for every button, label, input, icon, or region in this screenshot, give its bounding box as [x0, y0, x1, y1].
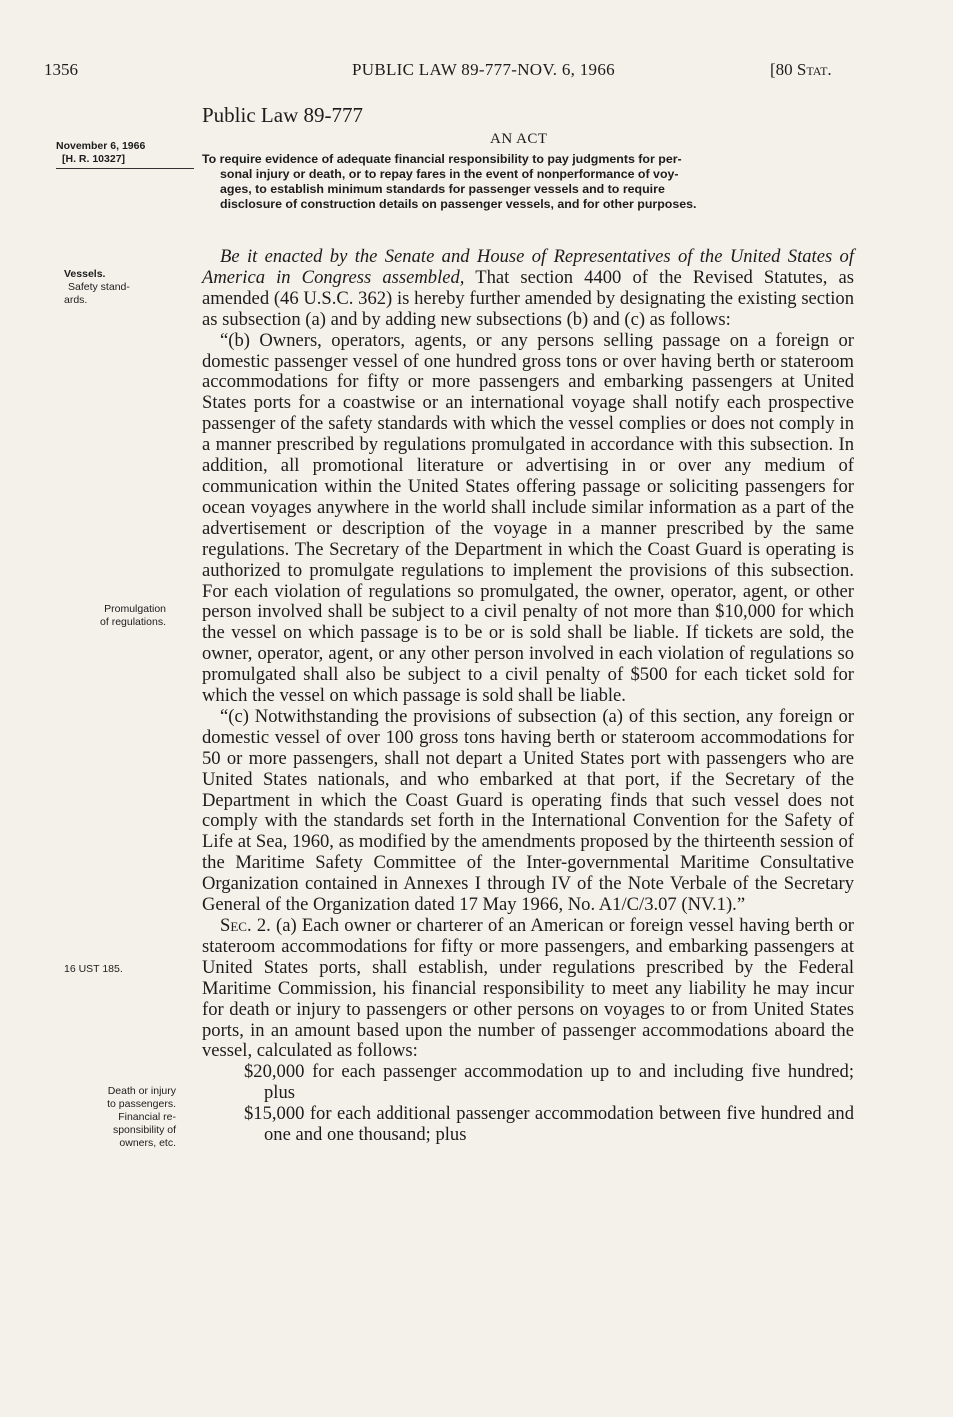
margin-rule	[56, 168, 194, 169]
margin-note-line: sponsibility of	[112, 1124, 176, 1136]
enacting-clause-text: That section 4400 of the Revised Statutes, as amended (46 U.S.C. 362) is hereby further amended by designating the existing section as subsection (a) and by adding new subsections (b) and (c) as follows:	[202, 266, 855, 330]
margin-bill-number: [H. R. 10327]	[62, 153, 126, 165]
margin-date-note	[56, 140, 184, 169]
margin-note-line: ards.	[64, 294, 88, 306]
margin-note-vessels	[64, 268, 174, 307]
running-title: PUBLIC LAW 89-777-NOV. 6, 1966	[352, 60, 615, 79]
margin-note-line: of regulations.	[100, 616, 166, 628]
section-label: Sec. 2.	[220, 915, 271, 936]
title-line: ages, to establish minimum standards for passenger vessels and to require	[220, 182, 665, 196]
enacting-clause-italic: Be it enacted by the Senate and House of Representatives of the United States of America in Congress assembled,	[202, 246, 854, 288]
margin-note-line: to passengers.	[107, 1098, 176, 1110]
margin-note-ust: 16 UST 185.	[64, 963, 123, 975]
margin-note-line: Death or injury	[107, 1085, 176, 1097]
act-body	[202, 247, 854, 1146]
act-heading: AN ACT	[490, 131, 548, 147]
subsection-c: “(c) Notwithstanding the provisions of subsection (a) of this section, any foreign or domestic vessel of over 100 gross tons having berth or stateroom accommodations for 50 or more passengers, shall not depart a United States port with passengers who are United States nationals, and who embarked at that port, if the Secretary of the Department in which the Coast Guard is operating finds that such vessel does not comply with the standards set forth in the International Convention for the Safety of Life at Sea, 1960, as modified by the amendments proposed by the thirteenth session of the Maritime Safety Committee of the Inter-governmental Maritime Consultative Organization contained in Annexes I through IV of the Note Verbale of the Secretary General of the Organization dated 17 May 1966, No. A1/C/3.07 (NV.1).”	[202, 705, 854, 916]
margin-date: November 6, 1966	[56, 140, 146, 152]
statute-reference: [80 Stat.	[770, 60, 832, 79]
margin-note-line: owners, etc.	[119, 1137, 176, 1149]
section-2	[202, 916, 854, 1062]
amount-clause-1: $20,000 for each passenger accommodation up to and including five hundred; plus	[244, 1061, 854, 1104]
enacting-clause	[202, 247, 854, 331]
running-header	[0, 60, 953, 86]
public-law-title: Public Law 89-777	[202, 103, 363, 127]
page-number: 1356	[44, 60, 78, 79]
margin-note-line: Promulgation	[104, 603, 166, 615]
margin-note-line: Vessels.	[64, 268, 106, 280]
title-line: To require evidence of adequate financial responsibility to pay judgments for per-	[202, 152, 682, 166]
margin-note-line: Safety stand-	[68, 281, 130, 293]
subsection-b: “(b) Owners, operators, agents, or any persons selling passage on a foreign or domestic passenger vessel of one hundred gross tons or over having berth or stateroom accommodations for fifty or more passengers and embarking passengers at United States ports for a coastwise or an international voyage shall notify each prospective passenger of the safety standards with which the vessel complies or does not comply in a manner prescribed by regulations promulgated in accordance with this subsection. In addition, all promotional literature or advertising in or over any medium of communication within the United States offering passage or soliciting passengers for ocean voyages anywhere in the world shall include similar information as a part of the advertisement or description of the voyage in a manner prescribed by the same regulations. The Secretary of the Department in which the Coast Guard is operating is authorized to promulgate regulations to implement the provisions of this subsection. For each violation of regulations so promulgated, the owner, operator, agent, or other person involved shall be subject to a civil penalty of not more than $10,000 for which the vessel on which passage is to be or is sold shall be liable. If tickets are sold, the owner, operator, agent, or any other person involved in each violation of regulations so promulgated shall also be subject to a civil penalty of $500 for each ticket sold for which the vessel on which passage is sold shall be liable.	[202, 329, 854, 707]
margin-note-line: Financial re-	[118, 1111, 176, 1123]
section-2-text: (a) Each owner or charterer of an American or foreign vessel having berth or stateroom accommodations for fifty or more passengers, and embarking passengers at United States ports, shall establish, under regulations prescribed by the Federal Maritime Commission, his financial responsibility to meet any liability he may incur for death or injury to passengers or other persons on voyages to or from United States ports, in an amount based upon the number of passenger accommodations aboard the vessel, calculated as follows:	[202, 915, 854, 1062]
margin-note-death-injury	[52, 1085, 176, 1150]
margin-note-promulgation	[56, 603, 166, 629]
amount-clause-2: $15,000 for each additional passenger accommodation between five hundred and one and one thousand; plus	[244, 1103, 854, 1146]
title-line: disclosure of construction details on passenger vessels, and for other purposes.	[220, 197, 697, 211]
act-long-title	[202, 152, 852, 212]
title-line: sonal injury or death, or to repay fares in the event of nonperformance of voy-	[220, 167, 679, 181]
